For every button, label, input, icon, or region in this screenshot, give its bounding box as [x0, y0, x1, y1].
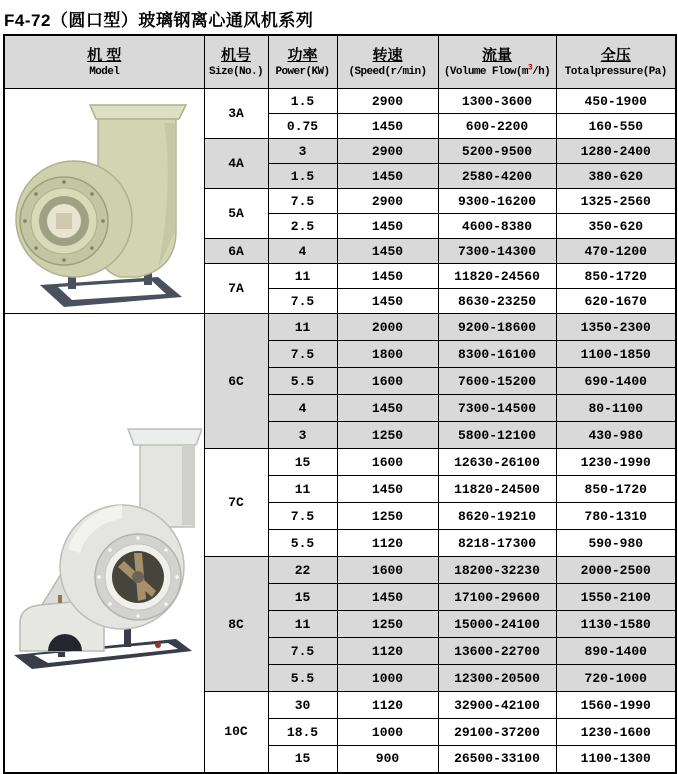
- cell-speed: 1450: [337, 584, 438, 611]
- cell-flow: 7300-14500: [438, 395, 556, 422]
- cell-flow: 17100-29600: [438, 584, 556, 611]
- cell-power: 5.5: [268, 530, 337, 557]
- cell-pressure: 430-980: [556, 422, 676, 449]
- cell-pressure: 160-550: [556, 114, 676, 139]
- cell-size: 7A: [204, 264, 268, 314]
- cell-pressure: 850-1720: [556, 476, 676, 503]
- cell-pressure: 1280-2400: [556, 139, 676, 164]
- cell-flow: 11820-24560: [438, 264, 556, 289]
- cell-flow: 15000-24100: [438, 611, 556, 638]
- col-header-en: (Speed(r/min): [348, 65, 427, 78]
- col-header-zh: 机号: [220, 46, 251, 64]
- cell-size: 4A: [204, 139, 268, 189]
- cell-flow: 26500-33100: [438, 746, 556, 773]
- cubic-meter-superscript: 3: [527, 62, 533, 72]
- cell-flow: 4600-8380: [438, 214, 556, 239]
- col-header-en: (Volume $Flow(m^3/h)$: [443, 62, 551, 78]
- cell-power: 7.5: [268, 289, 337, 314]
- fan-inlet: [20, 177, 108, 265]
- cell-pressure: 1230-1990: [556, 449, 676, 476]
- cell-pressure: 1100-1300: [556, 746, 676, 773]
- cell-size: 5A: [204, 189, 268, 239]
- cell-speed: 2900: [337, 189, 438, 214]
- cell-flow: 600-2200: [438, 114, 556, 139]
- col-header-size: [204, 35, 268, 89]
- cell-power: 5.5: [268, 368, 337, 395]
- cell-power: 30: [268, 692, 337, 719]
- cell-size: 6A: [204, 239, 268, 264]
- col-header-zh: 流量: [481, 46, 512, 64]
- cell-speed: 1600: [337, 368, 438, 395]
- col-header-speed: [337, 35, 438, 89]
- cell-power: 7.5: [268, 189, 337, 214]
- fan-photo-direct-drive-cell: [4, 89, 204, 314]
- col-header-en: Model: [89, 65, 120, 78]
- table-row: [4, 89, 676, 114]
- cell-flow: 8218-17300: [438, 530, 556, 557]
- red-fitting-dot: [155, 642, 161, 648]
- cell-flow: 8300-16100: [438, 341, 556, 368]
- cell-speed: 1120: [337, 638, 438, 665]
- cell-pressure: 1550-2100: [556, 584, 676, 611]
- cell-speed: 1450: [337, 289, 438, 314]
- cell-speed: 1450: [337, 214, 438, 239]
- cell-power: 7.5: [268, 503, 337, 530]
- fan-photo-belt-drive-cell: [4, 314, 204, 773]
- cell-pressure: 1130-1580: [556, 611, 676, 638]
- col-header-en: Power(KW): [275, 65, 330, 78]
- cell-power: 7.5: [268, 341, 337, 368]
- cell-power: 2.5: [268, 214, 337, 239]
- cell-power: 4: [268, 239, 337, 264]
- cell-pressure: 1350-2300: [556, 314, 676, 341]
- cell-flow: 2580-4200: [438, 164, 556, 189]
- cell-size: 6C: [204, 314, 268, 449]
- cell-pressure: 350-620: [556, 214, 676, 239]
- header-row: [4, 35, 676, 89]
- fan-inlet: [95, 534, 181, 620]
- spec-table-head: [4, 35, 676, 89]
- cell-pressure: 380-620: [556, 164, 676, 189]
- cell-flow: 11820-24500: [438, 476, 556, 503]
- cell-speed: 1250: [337, 611, 438, 638]
- cell-pressure: 620-1670: [556, 289, 676, 314]
- cell-speed: 1450: [337, 114, 438, 139]
- cell-flow: 7300-14300: [438, 239, 556, 264]
- cell-speed: 1000: [337, 719, 438, 746]
- cell-pressure: 1230-1600: [556, 719, 676, 746]
- cell-flow: 18200-32230: [438, 557, 556, 584]
- cell-pressure: 850-1720: [556, 264, 676, 289]
- cell-power: 11: [268, 314, 337, 341]
- cell-pressure: 1325-2560: [556, 189, 676, 214]
- cell-size: 7C: [204, 449, 268, 557]
- cell-power: 1.5: [268, 164, 337, 189]
- cell-pressure: 720-1000: [556, 665, 676, 692]
- cell-pressure: 890-1400: [556, 638, 676, 665]
- table-row: [4, 314, 676, 341]
- col-header-en: Size(No.): [208, 65, 263, 78]
- fan-direct-drive-illustration: [6, 93, 202, 313]
- cell-flow: 1300-3600: [438, 89, 556, 114]
- col-header-power: [268, 35, 337, 89]
- cell-pressure: 80-1100: [556, 395, 676, 422]
- cell-power: 4: [268, 395, 337, 422]
- cell-power: 15: [268, 449, 337, 476]
- cell-speed: 1450: [337, 395, 438, 422]
- cell-pressure: 2000-2500: [556, 557, 676, 584]
- cell-pressure: 470-1200: [556, 239, 676, 264]
- cell-flow: 32900-42100: [438, 692, 556, 719]
- cell-speed: 900: [337, 746, 438, 773]
- cell-power: 7.5: [268, 638, 337, 665]
- cell-speed: 1250: [337, 422, 438, 449]
- cell-pressure: 590-980: [556, 530, 676, 557]
- col-header-zh: 全压: [600, 46, 631, 64]
- cell-power: 15: [268, 584, 337, 611]
- cell-flow: 12300-20500: [438, 665, 556, 692]
- page-title: F4-72（圆口型）玻璃钢离心通风机系列: [4, 11, 314, 30]
- cell-pressure: 450-1900: [556, 89, 676, 114]
- spec-table: [3, 34, 677, 774]
- cell-power: 22: [268, 557, 337, 584]
- col-header-model: [4, 35, 204, 89]
- cell-pressure: 780-1310: [556, 503, 676, 530]
- cell-size: 3A: [204, 89, 268, 139]
- col-header-flow: [438, 35, 556, 89]
- cell-power: 11: [268, 264, 337, 289]
- cell-size: 8C: [204, 557, 268, 692]
- cell-flow: 5200-9500: [438, 139, 556, 164]
- cell-flow: 9200-18600: [438, 314, 556, 341]
- cell-power: 18.5: [268, 719, 337, 746]
- cell-flow: 5800-12100: [438, 422, 556, 449]
- cell-flow: 8620-19210: [438, 503, 556, 530]
- col-header-zh: 转速: [372, 46, 403, 64]
- col-header-zh: 功率: [287, 46, 318, 64]
- cell-speed: 2000: [337, 314, 438, 341]
- cell-speed: 1800: [337, 341, 438, 368]
- fan-photo-belt-drive: [5, 395, 204, 691]
- fan-belt-drive-illustration: [6, 399, 202, 691]
- cell-speed: 1000: [337, 665, 438, 692]
- cell-speed: 1450: [337, 239, 438, 264]
- cell-flow: 29100-37200: [438, 719, 556, 746]
- cell-speed: 1120: [337, 530, 438, 557]
- cell-size: 10C: [204, 692, 268, 773]
- cell-power: 0.75: [268, 114, 337, 139]
- cell-flow: 7600-15200: [438, 368, 556, 395]
- cell-speed: 1450: [337, 476, 438, 503]
- fan-outlet-flange: [128, 429, 202, 445]
- cell-power: 5.5: [268, 665, 337, 692]
- cell-speed: 1450: [337, 164, 438, 189]
- cell-pressure: 1100-1850: [556, 341, 676, 368]
- cell-flow: 12630-26100: [438, 449, 556, 476]
- col-header-en: Totalpressure(Pa): [564, 65, 667, 78]
- cell-power: 1.5: [268, 89, 337, 114]
- cell-power: 3: [268, 139, 337, 164]
- col-header-zh: 机 型: [87, 46, 122, 64]
- cell-power: 3: [268, 422, 337, 449]
- cell-power: 11: [268, 611, 337, 638]
- fan-photo-direct-drive: [5, 89, 204, 313]
- cell-speed: 2900: [337, 89, 438, 114]
- cell-flow: 9300-16200: [438, 189, 556, 214]
- cell-flow: 13600-22700: [438, 638, 556, 665]
- spec-table-body: [4, 89, 676, 773]
- cell-power: 15: [268, 746, 337, 773]
- cell-speed: 2900: [337, 139, 438, 164]
- cell-pressure: 690-1400: [556, 368, 676, 395]
- cell-flow: 8630-23250: [438, 289, 556, 314]
- fan-outlet-flange: [90, 105, 186, 119]
- cell-speed: 1450: [337, 264, 438, 289]
- cell-speed: 1120: [337, 692, 438, 719]
- cell-power: 11: [268, 476, 337, 503]
- cell-pressure: 1560-1990: [556, 692, 676, 719]
- col-header-pressure: [556, 35, 676, 89]
- cell-speed: 1600: [337, 449, 438, 476]
- cell-speed: 1250: [337, 503, 438, 530]
- cell-speed: 1600: [337, 557, 438, 584]
